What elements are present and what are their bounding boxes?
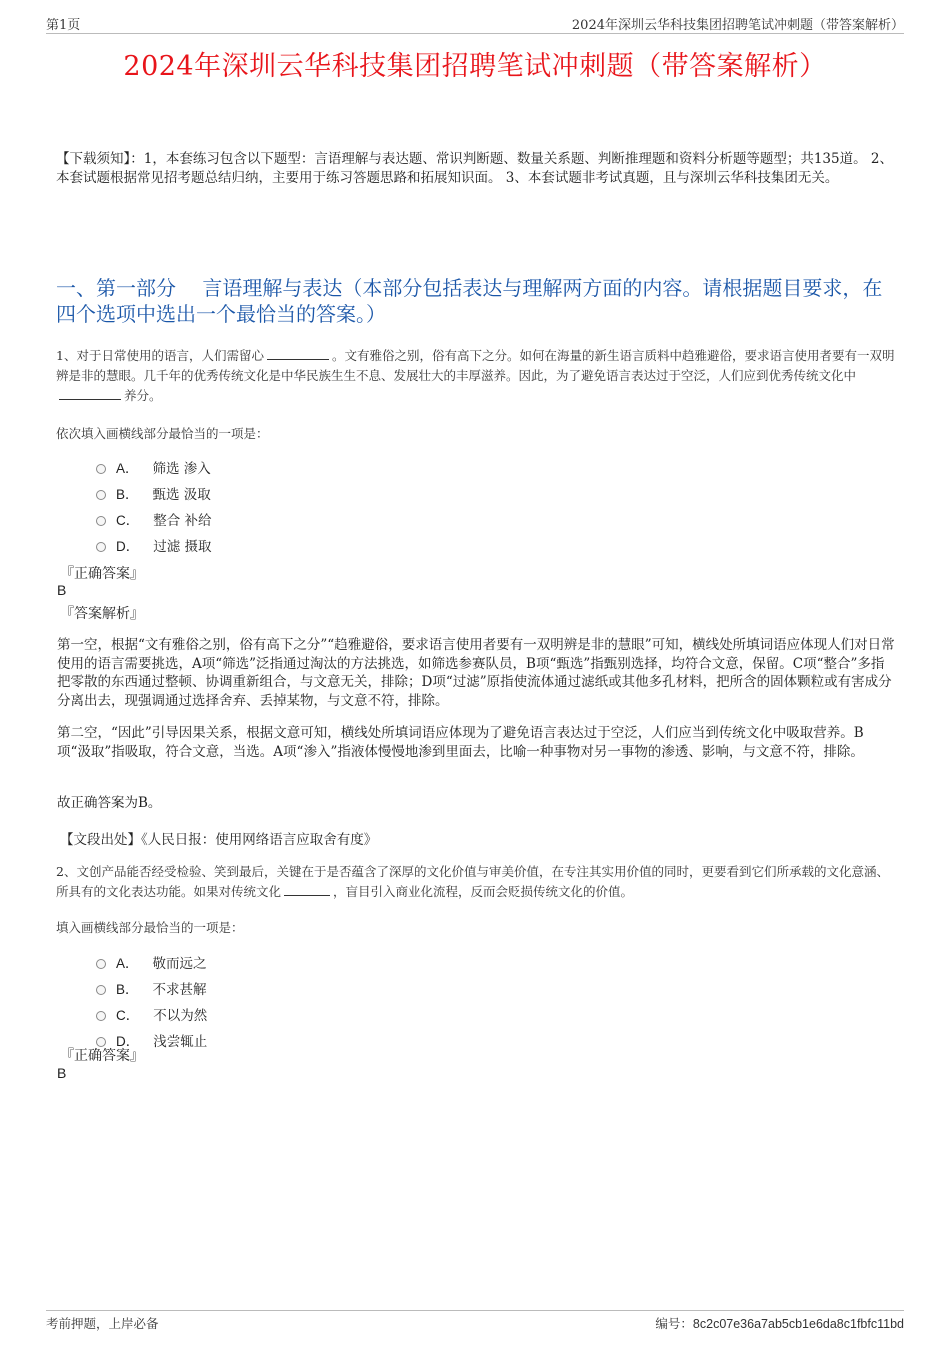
footer-slogan: 考前押题，上岸必备	[46, 1316, 159, 1331]
q1-blank-1	[267, 346, 329, 360]
q2-text-a: 2、文创产品能否经受检验、笑到最后，关键在于是否蕴含了深厚的文化价值与审美价值，在专注其实用价值的同时，更要看到它们所承载的文化意涵、所具有的文化表达功能。如果对传统文化	[56, 864, 889, 899]
q2-option-a[interactable]: A． 敬而远之	[96, 952, 207, 972]
q1-text-b: 。文有雅俗之别，俗有高下之分。如何在海量的新生语言质料中趋雅避俗，要求语言使用者要有一双明辨是非的慧眼。几千年的优秀传统文化是中华民族生生不息、发展壮大的丰厚滋养。因此，为了避免语言表达过于空泛，人们应到优秀传统文化中	[56, 348, 895, 383]
q1-text-a: 1、对于日常使用的语言，人们需留心	[56, 348, 264, 363]
radio-icon[interactable]	[96, 464, 106, 474]
radio-icon[interactable]	[96, 490, 106, 500]
q1-text-c: 养分。	[124, 388, 162, 403]
radio-icon[interactable]	[96, 985, 106, 995]
q2-option-c[interactable]: C． 不以为然	[96, 1004, 207, 1024]
q1-analysis-paragraph-1: 第一空，根据“文有雅俗之别，俗有高下之分”“趋雅避俗，要求语言使用者要有一双明辨是非的慧眼”可知，横线处所填词语应体现人们对日常使用的语言需要挑选，A项“筛选”泛指通过淘汰的方法挑选，如筛选参赛队员，B项“甄选”指甄别选择，均符合文意，保留。C项“整合”多指把零散的东西通过整顿、协调重新组合，与文意无关，排除；D项“过滤”原指使流体通过滤纸或其他多孔材料，把所含的固体颗粒或有害成分分离出去，现强调通过选择舍弃、丢掉某物，与文意不符，排除。	[57, 637, 895, 709]
download-notice: 【下载须知】：1，本套练习包含以下题型：言语理解与表达题、常识判断题、数量关系题、判断推理题和资料分析题等题型；共135道。 2、本套试题根据常见招考题总结归纳，主要用于练习答题思路和拓展知识面。 3、本套试题非考试真题，且与深圳云华科技集团无关。	[56, 151, 893, 186]
q1-analysis-paragraph-2: 第二空，“因此”引导因果关系，根据文意可知，横线处所填词语应体现为了避免语言表达过于空泛，人们应当到传统文化中吸取营养。B项“汲取”指吸取，符合文意，当选。A项“渗入”指液体慢慢地渗到里面去，比喻一种事物对另一事物的渗透、影响，与文意不符，排除。	[57, 725, 864, 760]
q1-option-d[interactable]: D． 过滤 摄取	[96, 535, 212, 555]
q2-answer-label: 『正确答案』	[60, 1048, 144, 1064]
q1-analysis-label: 『答案解析』	[60, 606, 144, 622]
q2-text-b: ，盲目引入商业化流程，反而会贬损传统文化的价值。	[333, 884, 634, 899]
q2-option-b[interactable]: B． 不求甚解	[96, 978, 207, 998]
radio-icon[interactable]	[96, 1011, 106, 1021]
q2-option-d[interactable]: D． 浅尝辄止	[96, 1030, 207, 1050]
q2-blank	[284, 882, 330, 896]
q1-prompt: 依次填入画横线部分最恰当的一项是：	[56, 426, 269, 441]
q1-source: 【文段出处】《人民日报：使用网络语言应取舍有度》	[60, 832, 378, 848]
q2-prompt: 填入画横线部分最恰当的一项是：	[56, 920, 244, 935]
footer-divider	[46, 1310, 904, 1311]
q1-conclusion: 故正确答案为B。	[57, 795, 162, 811]
footer-code	[655, 1314, 904, 1332]
radio-icon[interactable]	[96, 542, 106, 552]
header-page-label: 第1页	[46, 18, 81, 33]
question-1-text	[56, 346, 901, 406]
radio-icon[interactable]	[96, 959, 106, 969]
radio-icon[interactable]	[96, 516, 106, 526]
q1-answer: B	[57, 582, 67, 598]
header-doc-title: 2024年深圳云华科技集团招聘笔试冲刺题（带答案解析）	[571, 18, 904, 33]
page-title: 2024年深圳云华科技集团招聘笔试冲刺题（带答案解析）	[123, 51, 827, 82]
q1-answer-label: 『正确答案』	[60, 566, 144, 582]
q1-option-b[interactable]: B． 甄选 汲取	[96, 483, 211, 503]
q1-option-a[interactable]: A． 筛选 渗入	[96, 457, 211, 477]
q1-option-c[interactable]: C． 整合 补给	[96, 509, 212, 529]
section-title: 一、第一部分 言语理解与表达（本部分包括表达与理解两方面的内容。请根据题目要求，在四个选项中选出一个最恰当的答案。）	[56, 276, 883, 326]
q2-answer: B	[57, 1065, 67, 1081]
footer-code-label: 编号：	[655, 1316, 693, 1331]
question-2-text	[56, 862, 901, 902]
header-divider	[46, 33, 904, 34]
q1-blank-2	[59, 386, 121, 400]
footer-code-value: 8c2c07e36a7ab5cb1e6da8c1fbfc11bd	[692, 1317, 904, 1331]
